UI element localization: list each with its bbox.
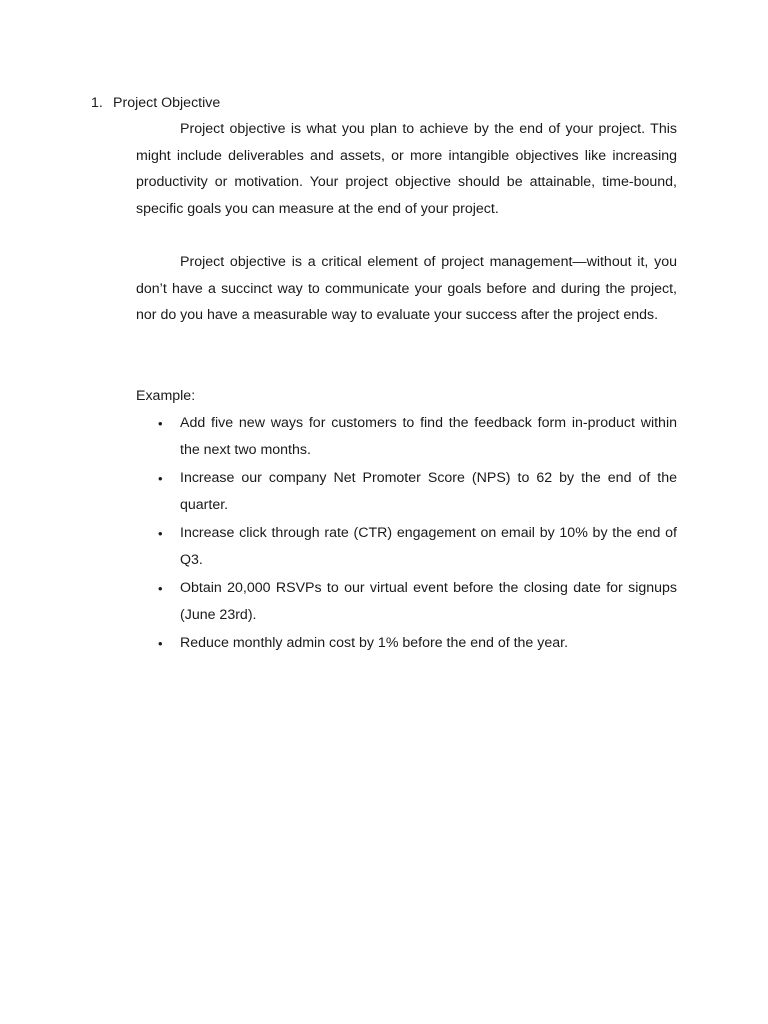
list-item [136,630,677,657]
list-item [136,575,677,629]
list-item [136,410,677,464]
bullet-icon: • [158,416,163,431]
list-item [136,465,677,519]
example-label: Example: [136,388,196,404]
list-item-text: Obtain 20,000 RSVPs to our virtual event before the closing date for signups (June 23rd). [180,580,677,623]
paragraph-importance: Project objective is a critical element of project management—without it, you don’t have a succinct way to communicate your goals before and during the project, nor do you have a measurable way to evaluate your success after the project ends. [136,254,677,324]
bullet-icon: • [158,581,163,596]
list-item-text: Increase our company Net Promoter Score (NPS) to 62 by the end of the quarter. [180,470,677,513]
list-item-text: Add five new ways for customers to find the feedback form in-product within the next two months. [180,415,677,458]
section-title: Project Objective [113,95,221,111]
list-item-text: Reduce monthly admin cost by 1% before the end of the year. [180,635,569,651]
bullet-icon: • [158,636,163,651]
bullet-icon: • [158,526,163,541]
list-item-text: Increase click through rate (CTR) engagement on email by 10% by the end of Q3. [180,525,677,568]
section-heading [91,93,220,113]
paragraph-definition: Project objective is what you plan to achieve by the end of your project. This might include deliverables and assets, or more intangible objectives like increasing productivity or motivation. Your project objective should be attainable, time-bound, specific goals you can measure at the end of your project. [136,121,677,218]
section-number: 1. [91,95,103,111]
example-list [136,410,677,658]
list-item [136,520,677,574]
bullet-icon: • [158,471,163,486]
